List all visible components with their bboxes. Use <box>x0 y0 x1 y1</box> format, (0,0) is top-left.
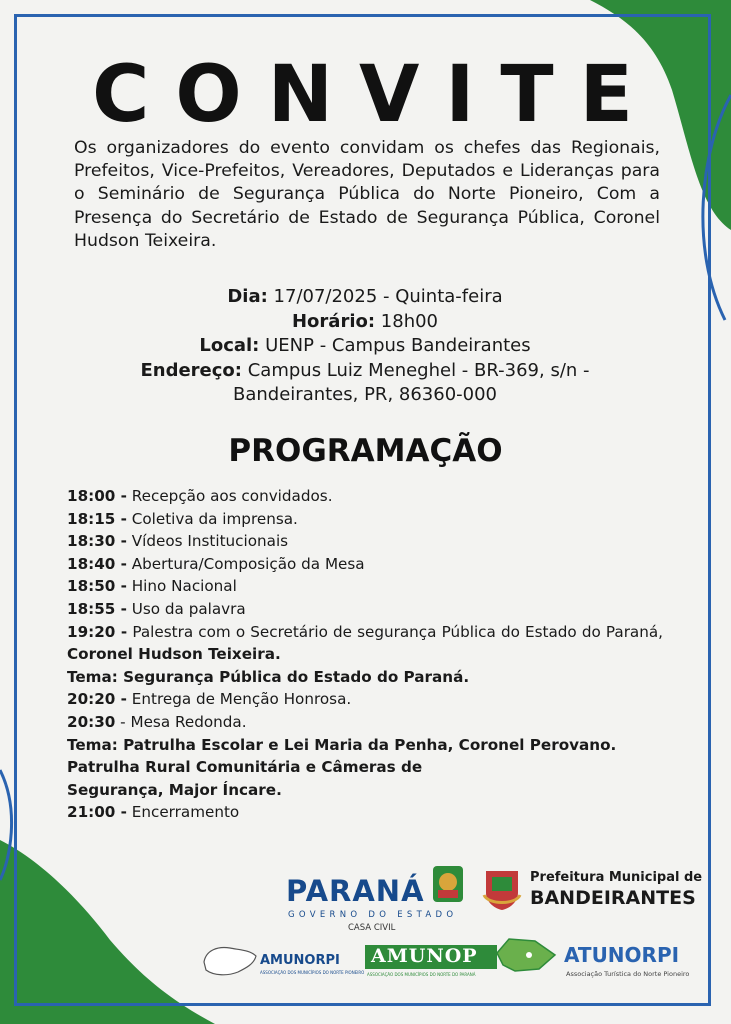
date-line: Dia: 17/07/2025 - Quinta-feira <box>227 286 503 307</box>
list-item: 18:40 - Abertura/Composição da Mesa <box>67 554 365 573</box>
list-item: 21:00 - Encerramento <box>67 803 240 822</box>
theme-line: Tema: Patrulha Escolar e Lei Maria da Penha, Coronel Perovano. <box>67 735 617 754</box>
amunorpi-logo: AMUNORPI ASSOCIAÇÃO DOS MUNICÍPIOS DO NORTE PIONEIRO <box>200 940 360 985</box>
theme-line: Segurança, Major Íncare. <box>67 780 282 799</box>
list-item: 18:00 - Recepção aos convidados. <box>67 487 333 505</box>
list-item: 18:15 - Coletiva da imprensa. <box>67 509 298 528</box>
address-line-2: Bandeirantes, PR, 86360-000 <box>233 384 497 405</box>
atunorpi-logo: ATUNORPI Associação Turística do Norte Pioneiro <box>564 943 690 978</box>
time-line: Horário: 18h00 <box>291 310 439 332</box>
place-line: Local: UENP - Campus Bandeirantes <box>199 335 531 356</box>
parana-map-icon <box>200 942 258 980</box>
intro-paragraph: Os organizadores do evento convidam os chefes das Regionais, Prefeitos, Vice-Prefeitos, Vereadores, Deputados e Lideranças para o Seminário de Segurança Pública do Norte Pioneiro, Com a Presença do Secretário de Estado de Segurança Pública, Coronel Hudson Teixeira. <box>74 138 660 251</box>
theme-line: Tema: Segurança Pública do Estado do Paraná. <box>67 667 470 686</box>
bandeirantes-coat-of-arms-icon <box>480 865 524 911</box>
amunop-logo: AMUNOP ASSOCIAÇÃO DOS MUNICÍPIOS DO NORTE DO PARANÁ <box>365 935 560 985</box>
page-title: CONVITE <box>92 50 659 140</box>
parana-coat-of-arms-icon <box>431 864 465 908</box>
list-item: 20:20 - Entrega de Menção Honrosa. <box>67 690 352 709</box>
event-details <box>60 285 670 408</box>
list-item: 20:30 - Mesa Redonda. <box>67 712 247 731</box>
list-item: 18:30 - Vídeos Institucionais <box>67 532 289 551</box>
list-item: 18:55 - Uso da palavra <box>67 599 246 618</box>
address-line: Endereço: Campus Luiz Meneghel - BR-369, s/n - <box>140 359 590 381</box>
list-item: 18:50 - Hino Nacional <box>67 577 237 596</box>
list-item: 19:20 - Palestra com o Secretário de segurança Pública do Estado do Paraná, Coronel Hudson Teixeira. <box>67 622 664 664</box>
amunop-map-icon <box>495 935 557 975</box>
parana-logo: PARANÁ GOVERNO DO ESTADO CASA CIVIL <box>286 864 476 934</box>
program-title: PROGRAMAÇÃO <box>228 433 503 469</box>
prefeitura-logo: Prefeitura Municipal de BANDEIRANTES <box>480 865 705 915</box>
program-list <box>67 485 663 824</box>
theme-line: Patrulha Rural Comunitária e Câmeras de <box>67 758 423 777</box>
